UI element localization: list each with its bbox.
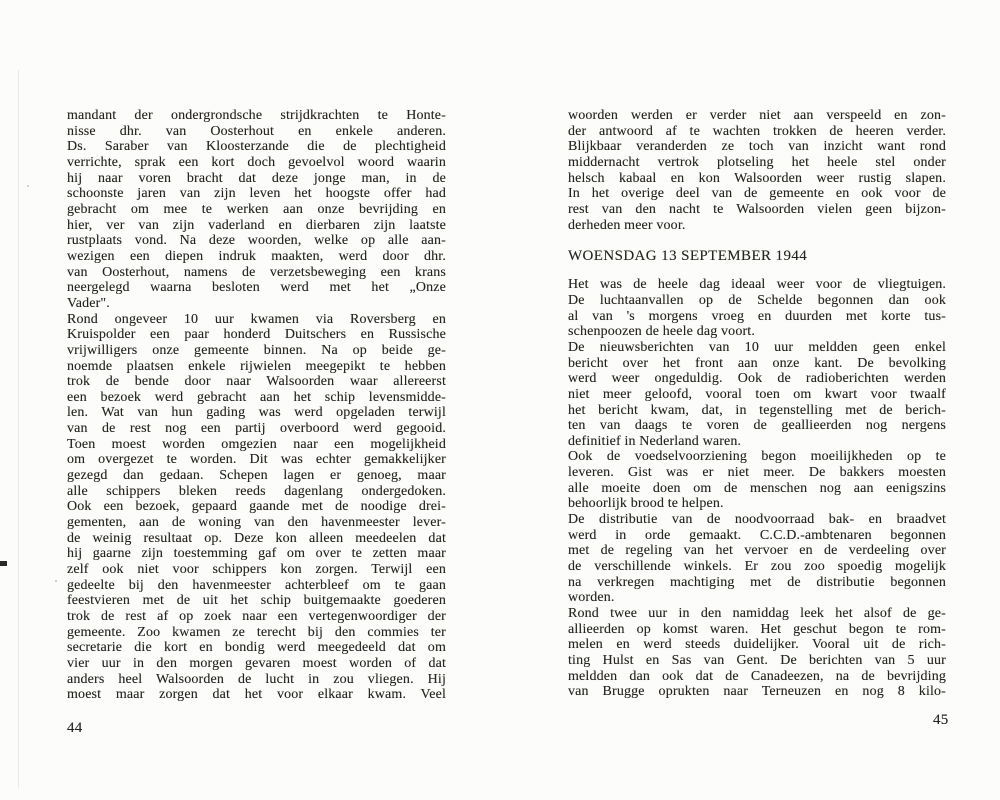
text-line: feestvieren met de uit het schip buitgemaakte goederen bbox=[67, 593, 446, 609]
text-line: len. Wat van hun gading was werd opgeladen terwijl bbox=[67, 405, 446, 421]
text-line: meldden dan ook dat de Canadeezen, na de bevrijding bbox=[568, 668, 946, 684]
text-line: gedeelte bij den havenmeester achterbleef om te gaan bbox=[67, 577, 446, 593]
scan-speck bbox=[27, 185, 29, 187]
text-line: melen en werd steeds duidelijker. Vooral uit de rich- bbox=[568, 637, 946, 653]
text-line: De distributie van de noodvoorraad bak- en braadvet bbox=[568, 512, 946, 528]
text-line: gebracht om mee te werken aan onze bevrijding en bbox=[67, 201, 446, 217]
text-line: noemde plaatsen enkele rijwielen meegepikt te hebben bbox=[67, 358, 446, 374]
text-line: al van 's morgens vroeg en duurden met korte tus- bbox=[568, 308, 946, 324]
text-line: worden. bbox=[568, 590, 615, 606]
text-line: de verschillende winkels. Er zou zoo spoedig mogelijk bbox=[568, 559, 946, 575]
right-page-paragraph-2 bbox=[568, 277, 946, 700]
text-line: de weinig resultaat op. Deze kon alleen meedeelen dat bbox=[67, 530, 446, 546]
right-page-paragraph-1 bbox=[568, 108, 946, 233]
text-line: secretarie die kort en bondig werd meegedeeld dat om bbox=[67, 640, 446, 656]
text-line: De nieuwsberichten van 10 uur meldden geen enkel bbox=[568, 339, 946, 355]
text-line: In het overige deel van de gemeente en ook voor de bbox=[568, 186, 946, 202]
text-line: gezegd dan gedaan. Schepen lagen er genoeg, maar bbox=[67, 468, 446, 484]
left-page-text-column bbox=[67, 108, 446, 703]
text-line: alle schippers bleken reeds dagenlang ondergedoken. bbox=[67, 483, 446, 499]
text-line: gemeente. Zoo kwamen ze terecht bij den commies ter bbox=[67, 624, 446, 640]
text-line: schenpoozen de heele dag voort. bbox=[568, 324, 755, 340]
text-line: woorden werden er verder niet aan verspeeld en zon- bbox=[568, 108, 946, 123]
text-line: werd in orde gemaakt. C.C.D.-ambtenaren begonnen bbox=[568, 527, 946, 543]
text-line: Het was de heele dag ideaal weer voor de vliegtuigen. bbox=[568, 277, 946, 293]
text-line: Ook de voedselvoorziening begon moeilijkheden op te bbox=[568, 449, 946, 465]
text-line: zelf ook niet voor schippers kon zorgen. Terwijl een bbox=[67, 562, 446, 578]
text-line: werd weer ongeduldig. Ook de radioberichten werden bbox=[568, 371, 946, 387]
text-line: gementen, aan de woning van den havenmeester lever- bbox=[67, 515, 446, 531]
text-line: rest van den nacht te Walsoorden vielen geen bijzon- bbox=[568, 201, 946, 217]
text-line: behoorlijk brood te helpen. bbox=[568, 496, 724, 512]
text-line: van Oosterhout, namens de verzetsbeweging een krans bbox=[67, 264, 446, 280]
text-line: middernacht vertrok plotseling het heele stel onder bbox=[568, 154, 946, 170]
text-line: rustplaats vond. Na deze woorden, welke op alle aan- bbox=[67, 233, 446, 249]
text-line: Rond ongeveer 10 uur kwamen via Roversberg en bbox=[67, 311, 446, 327]
text-line: Blijkbaar veranderden ze toch van inzicht want rond bbox=[568, 139, 946, 155]
text-line: trok de rest af op zoek naar een vertegenwoordiger der bbox=[67, 609, 446, 624]
text-line: bericht over het front aan onze kant. De bevolking bbox=[568, 355, 946, 371]
text-line: niet meer geloofd, vooral toen om kwart voor twaalf bbox=[568, 386, 946, 402]
text-line: allieerden op komst waren. Het geschut begon te rom- bbox=[568, 621, 946, 637]
text-line: hij gaarne zijn toestemming gaf om over te zetten maar bbox=[67, 546, 446, 562]
scan-edge-line bbox=[18, 70, 19, 788]
text-line: nisse dhr. van Oosterhout en enkele anderen. bbox=[67, 123, 446, 139]
text-line: wezigen een diepen indruk maakten, werd door dhr. bbox=[67, 248, 446, 264]
text-line: vier uur in den morgen gevaren moest worden of dat bbox=[67, 655, 446, 671]
scan-ink-mark bbox=[0, 561, 7, 566]
text-line: derheden meer voor. bbox=[568, 217, 686, 233]
text-line: der antwoord af te wachten trokken de heeren verder. bbox=[568, 123, 946, 139]
text-line: Vader". bbox=[67, 295, 110, 311]
text-line: verrichte, sprak een kort doch gevoelvol woord waarin bbox=[67, 154, 446, 170]
text-line: Toen moest worden omgezien naar een mogelijkheid bbox=[67, 436, 446, 452]
text-line: moest maar zorgen dat het voor elkaar kwam. Veel bbox=[67, 687, 446, 703]
text-line: ten van daags te voren de geallieerden nog nergens bbox=[568, 418, 946, 434]
text-line: het bericht kwam, dat, in tegenstelling met de berich- bbox=[568, 402, 946, 418]
text-line: van de rest nog een partij overboord werd gegooid. bbox=[67, 421, 446, 437]
text-line: na verkregen machtiging met de distributie begonnen bbox=[568, 574, 946, 590]
scan-speck bbox=[55, 580, 57, 582]
right-page-text-column bbox=[568, 108, 946, 700]
text-line: een bezoek werd gebracht aan het schip levensmidde- bbox=[67, 389, 446, 405]
text-line: helsch kabaal en kon Walsoorden weer rustig slapen. bbox=[568, 170, 946, 186]
text-line: Rond twee uur in den namiddag leek het alsof de ge- bbox=[568, 606, 946, 622]
text-line: trok de bende door naar Walsoorden waar allereerst bbox=[67, 374, 446, 390]
text-line: De luchtaanvallen op de Schelde begonnen dan ook bbox=[568, 292, 946, 308]
page-number-right: 45 bbox=[933, 712, 949, 728]
text-line: Ds. Saraber van Kloosterzande die de plechtigheid bbox=[67, 139, 446, 155]
page-number-left: 44 bbox=[67, 720, 83, 736]
section-heading-date: WOENSDAG 13 SEPTEMBER 1944 bbox=[568, 248, 808, 265]
text-line: definitief in Nederland waren. bbox=[568, 433, 742, 449]
text-line: Ook een bezoek, gepaard gaande met de noodige drei- bbox=[67, 499, 446, 515]
text-line: schoonste jaren van zijn leven het hoogste offer had bbox=[67, 186, 446, 202]
text-line: alle moeite doen om de menschen nog aan eenigszins bbox=[568, 480, 946, 496]
text-line: hij naar voren bracht dat deze jonge man, in de bbox=[67, 170, 446, 186]
text-line: ting Hulst en Sas van Gent. De berichten van 5 uur bbox=[568, 653, 946, 668]
text-line: mandant der ondergrondsche strijdkrachten te Honte- bbox=[67, 108, 446, 123]
text-line: met de regeling van het vervoer en de verdeeling over bbox=[568, 543, 946, 559]
text-line: vrijwilligers onze gemeente binnen. Na op beide ge- bbox=[67, 342, 446, 358]
text-line: Kruispolder een paar honderd Duitschers en Russische bbox=[67, 327, 446, 343]
text-line: om overgezet te worden. Dit was echter gemakkelijker bbox=[67, 452, 446, 468]
text-line: leveren. Gist was er niet meer. De bakkers moesten bbox=[568, 465, 946, 481]
text-line: neergelegd waarna besloten werd met het „Onze bbox=[67, 280, 446, 296]
text-line: van Brugge oprukten naar Terneuzen en nog 8 kilo- bbox=[568, 684, 946, 700]
text-line: hier, ver van zijn vaderland en dierbaren zijn laatste bbox=[67, 217, 446, 233]
text-line: anders heel Walsoorden de lucht in zou vliegen. Hij bbox=[67, 671, 446, 687]
